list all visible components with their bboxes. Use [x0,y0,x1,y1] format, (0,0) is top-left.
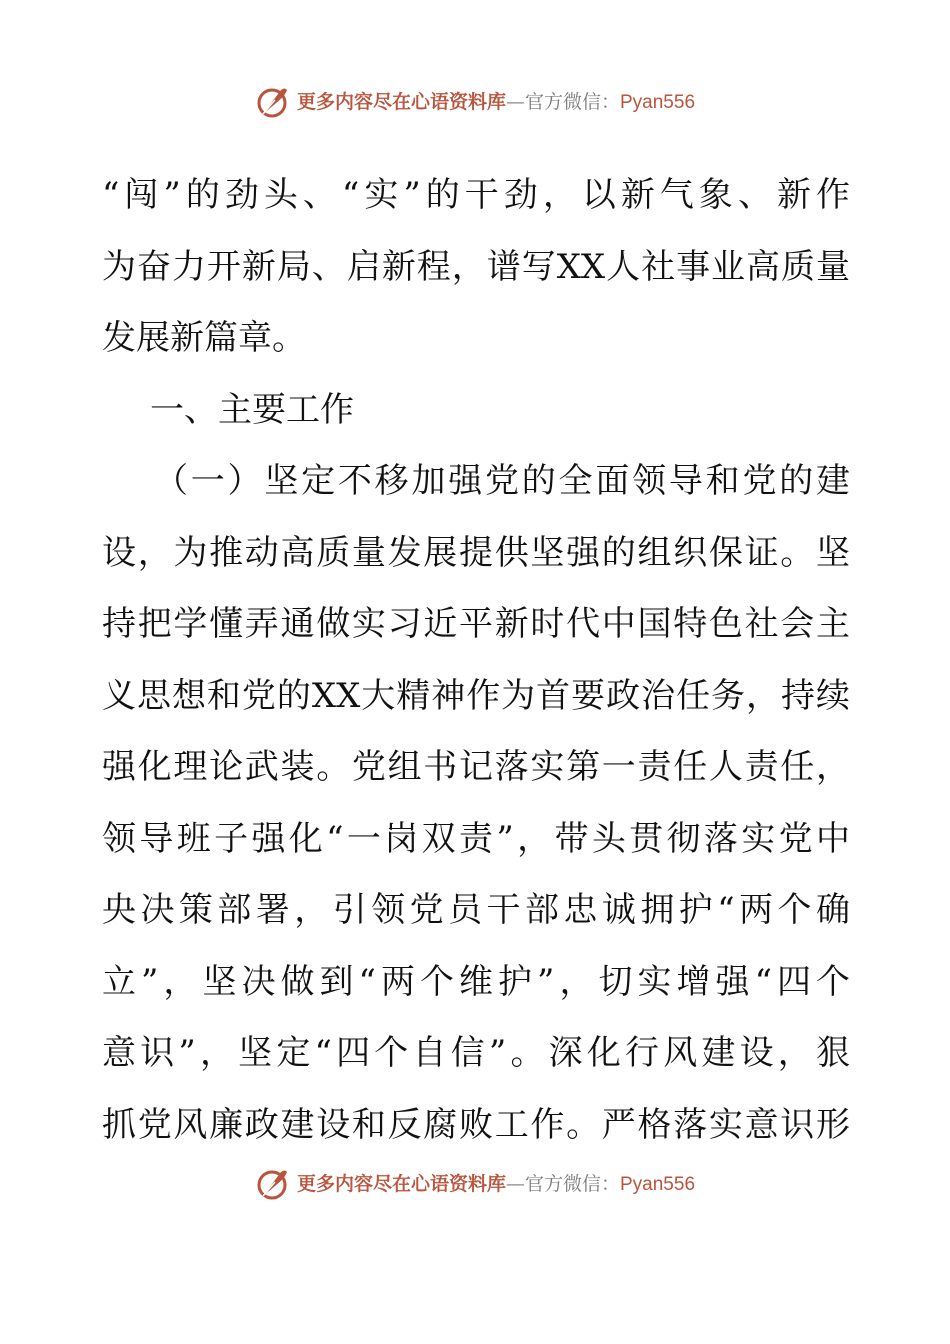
body-line-9: 强化理论武装。党组书记落实第一责任人责任， [102,747,850,787]
footer-banner [0,1162,950,1206]
body-line-5: （一）坚定不移加强党的全面领导和党的建 [154,461,850,501]
body-line-2: 为奋力开新局、启新程，谱写XX人社事业高质量 [102,246,850,287]
body-text [102,160,850,1161]
header-banner-text [297,90,695,115]
quill-pen-circle-logo-icon [255,1166,291,1202]
quill-pen-circle-logo-icon [255,84,291,120]
footer-brand-text: 更多内容尽在心语资料库 [296,1172,506,1195]
body-line-3: 发展新篇章。 [102,318,306,358]
body-line-8: 义思想和党的XX大精神作为首要政治任务，持续 [102,675,850,716]
header-dash: — [505,90,525,113]
header-wechat-id: Pyan556 [620,91,696,113]
footer-wechat-id: Pyan556 [620,1173,696,1195]
header-wechat-label: 官方微信： [524,90,620,113]
body-line-11: 央决策部署，引领党员干部忠诚拥护“两个确 [102,890,850,930]
header-banner [0,80,950,124]
footer-dash: — [505,1172,525,1195]
body-line-7: 持把学懂弄通做实习近平新时代中国特色社会主 [102,604,850,644]
body-line-1: “闯”的劲头、“实”的干劲，以新气象、新作 [102,175,850,215]
body-line-13: 意识”，坚定“四个自信”。深化行风建设，狠 [102,1033,850,1073]
header-brand-text: 更多内容尽在心语资料库 [296,90,506,113]
body-line-6: 设，为推动高质量发展提供坚强的组织保证。坚 [102,532,850,573]
section-heading: 一、主要工作 [150,389,354,430]
body-line-14: 抓党风廉政建设和反腐败工作。严格落实意识形 [102,1104,850,1145]
body-line-10: 领导班子强化“一岗双责”，带头贯彻落实党中 [102,818,850,859]
body-line-12: 立”，坚决做到“两个维护”，切实增强“四个 [102,961,850,1002]
footer-wechat-label: 官方微信： [524,1172,620,1195]
footer-banner-text [297,1172,695,1197]
